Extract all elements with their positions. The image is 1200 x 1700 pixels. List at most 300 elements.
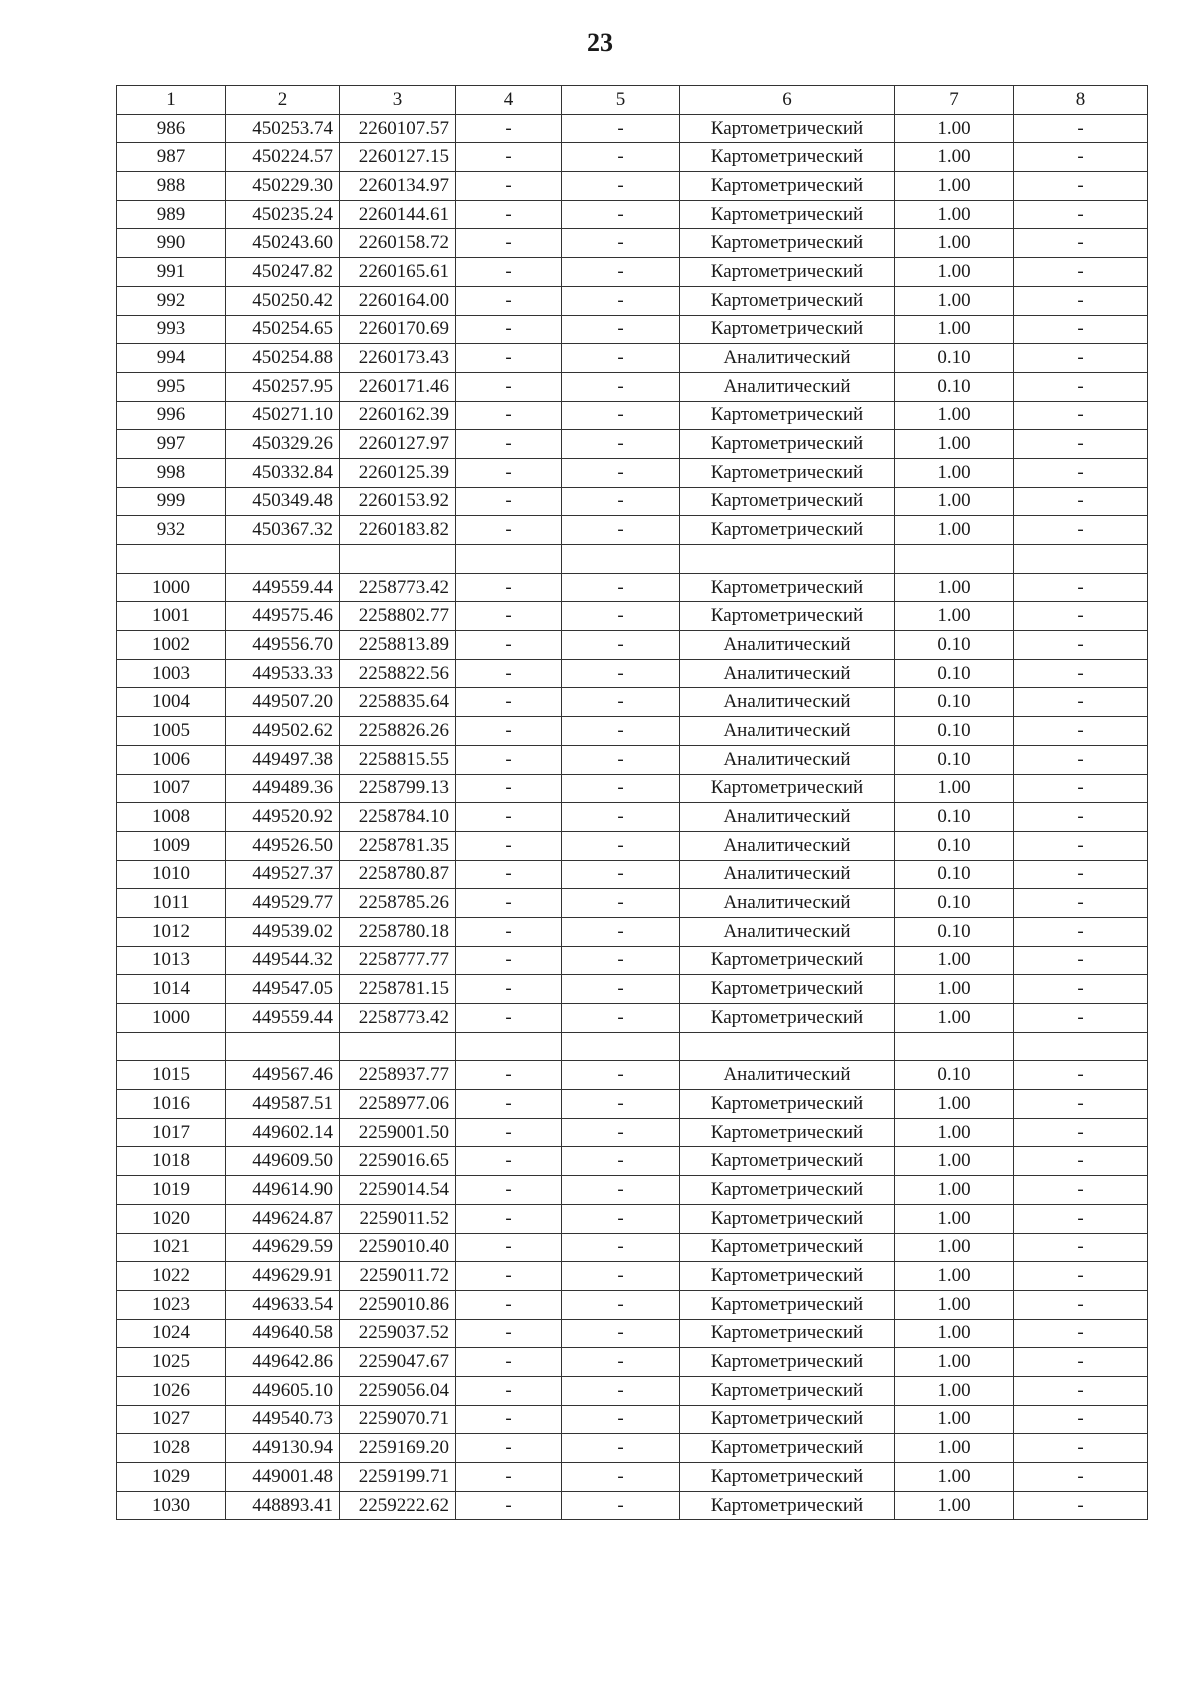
table-cell: Аналитический	[680, 917, 895, 946]
table-row	[117, 717, 1148, 746]
table-cell	[680, 545, 895, 574]
table-cell: -	[562, 401, 680, 430]
table-cell: -	[562, 1290, 680, 1319]
table-cell: -	[1014, 1262, 1148, 1291]
table-cell: -	[1014, 286, 1148, 315]
table-cell: -	[1014, 631, 1148, 660]
table-cell: 449605.10	[226, 1376, 340, 1405]
table-cell: 2258799.13	[340, 774, 456, 803]
table-row	[117, 172, 1148, 201]
table-cell: 2259169.20	[340, 1434, 456, 1463]
table-cell: -	[562, 516, 680, 545]
table-cell: 1.00	[895, 946, 1014, 975]
table-cell: -	[562, 315, 680, 344]
table-cell: -	[1014, 1147, 1148, 1176]
table-cell: -	[562, 602, 680, 631]
table-cell: -	[456, 516, 562, 545]
table-cell: Картометрический	[680, 1348, 895, 1377]
header-cell: 3	[340, 86, 456, 115]
table-cell: 449640.58	[226, 1319, 340, 1348]
table-row	[117, 401, 1148, 430]
header-cell: 8	[1014, 86, 1148, 115]
table-cell: -	[456, 1061, 562, 1090]
table-cell: -	[562, 946, 680, 975]
table-cell: -	[562, 1348, 680, 1377]
table-cell: Картометрический	[680, 774, 895, 803]
table-cell: 1025	[117, 1348, 226, 1377]
table-cell: 1.00	[895, 1147, 1014, 1176]
table-cell: -	[562, 803, 680, 832]
table-cell: -	[562, 430, 680, 459]
table-row	[117, 1090, 1148, 1119]
table-cell: Картометрический	[680, 458, 895, 487]
table-cell: 1024	[117, 1319, 226, 1348]
table-cell: 1.00	[895, 1491, 1014, 1520]
table-cell: -	[456, 573, 562, 602]
table-row	[117, 1434, 1148, 1463]
table-header	[117, 86, 1148, 115]
table-cell: -	[456, 172, 562, 201]
table-cell: -	[1014, 372, 1148, 401]
table-cell: -	[456, 1233, 562, 1262]
table-cell: Картометрический	[680, 229, 895, 258]
table-row	[117, 344, 1148, 373]
table-cell: Аналитический	[680, 344, 895, 373]
table-cell: Аналитический	[680, 860, 895, 889]
table-cell: 989	[117, 200, 226, 229]
table-cell: 1.00	[895, 1204, 1014, 1233]
table-cell: 1000	[117, 1004, 226, 1033]
table-cell: -	[1014, 516, 1148, 545]
table-cell: -	[456, 717, 562, 746]
table-cell: -	[562, 1204, 680, 1233]
table-cell: 1.00	[895, 286, 1014, 315]
table-cell: 2258822.56	[340, 659, 456, 688]
table-cell: 450229.30	[226, 172, 340, 201]
table-cell: 1.00	[895, 487, 1014, 516]
table-cell: 988	[117, 172, 226, 201]
table-cell: -	[562, 774, 680, 803]
table-cell: 2259199.71	[340, 1463, 456, 1492]
table-cell: 2258780.87	[340, 860, 456, 889]
table-row	[117, 372, 1148, 401]
table-cell: 0.10	[895, 745, 1014, 774]
table-cell: 449629.91	[226, 1262, 340, 1291]
table-cell: 1.00	[895, 1262, 1014, 1291]
table-cell: -	[1014, 688, 1148, 717]
table-cell: 2260107.57	[340, 114, 456, 143]
table-cell: 2259014.54	[340, 1176, 456, 1205]
table-cell: 1.00	[895, 1090, 1014, 1119]
table-cell: Аналитический	[680, 889, 895, 918]
table-cell: 997	[117, 430, 226, 459]
table-cell: Картометрический	[680, 401, 895, 430]
table-cell: -	[562, 917, 680, 946]
table-cell: -	[1014, 344, 1148, 373]
table-cell: 449575.46	[226, 602, 340, 631]
table-cell: 2259010.40	[340, 1233, 456, 1262]
table-cell: 2258977.06	[340, 1090, 456, 1119]
table-cell: 1.00	[895, 1434, 1014, 1463]
table-cell: 990	[117, 229, 226, 258]
table-cell: -	[562, 659, 680, 688]
table-cell: 0.10	[895, 803, 1014, 832]
table-cell: 2258813.89	[340, 631, 456, 660]
table-cell: -	[456, 1405, 562, 1434]
table-cell: 2260144.61	[340, 200, 456, 229]
table-cell: 449544.32	[226, 946, 340, 975]
table-cell: 0.10	[895, 889, 1014, 918]
table-cell: -	[562, 372, 680, 401]
table-cell: 449497.38	[226, 745, 340, 774]
table-row	[117, 1262, 1148, 1291]
table-cell: -	[456, 258, 562, 287]
table-cell: -	[562, 1491, 680, 1520]
table-cell: -	[456, 344, 562, 373]
table-cell: 450332.84	[226, 458, 340, 487]
table-cell: 1.00	[895, 401, 1014, 430]
table-cell: 1022	[117, 1262, 226, 1291]
table-cell: 1003	[117, 659, 226, 688]
table-cell	[226, 1032, 340, 1061]
table-cell: 1.00	[895, 458, 1014, 487]
table-cell: Картометрический	[680, 200, 895, 229]
table-row	[117, 1118, 1148, 1147]
table-cell: -	[562, 1176, 680, 1205]
table-cell	[1014, 545, 1148, 574]
table-cell: 449609.50	[226, 1147, 340, 1176]
table-cell: 2260125.39	[340, 458, 456, 487]
table-cell: -	[562, 1061, 680, 1090]
table-cell: 1002	[117, 631, 226, 660]
table-cell: Картометрический	[680, 1262, 895, 1291]
table-row	[117, 430, 1148, 459]
table-cell: 2259011.52	[340, 1204, 456, 1233]
table-cell: -	[456, 458, 562, 487]
table-row	[117, 1348, 1148, 1377]
table-cell: -	[1014, 803, 1148, 832]
table-cell: -	[456, 1290, 562, 1319]
table-row	[117, 889, 1148, 918]
table-cell: 1.00	[895, 143, 1014, 172]
table-cell: 992	[117, 286, 226, 315]
table-cell: 450254.65	[226, 315, 340, 344]
table-row	[117, 946, 1148, 975]
table-cell: 2258773.42	[340, 573, 456, 602]
table-cell: -	[562, 1434, 680, 1463]
table-cell: 999	[117, 487, 226, 516]
table-cell: 450257.95	[226, 372, 340, 401]
table-cell: -	[456, 1147, 562, 1176]
table-cell: -	[562, 1233, 680, 1262]
table-cell: Картометрический	[680, 430, 895, 459]
table-cell	[1014, 1032, 1148, 1061]
table-cell: -	[1014, 401, 1148, 430]
table-cell: 449502.62	[226, 717, 340, 746]
table-cell: -	[456, 1004, 562, 1033]
table-cell: Картометрический	[680, 258, 895, 287]
table-cell: -	[1014, 315, 1148, 344]
table-cell: 2260158.72	[340, 229, 456, 258]
table-cell: -	[562, 831, 680, 860]
table-cell: 2260162.39	[340, 401, 456, 430]
table-cell: 1020	[117, 1204, 226, 1233]
table-cell: 1.00	[895, 315, 1014, 344]
table-cell: 0.10	[895, 717, 1014, 746]
table-cell: 448893.41	[226, 1491, 340, 1520]
table-cell: 2258781.35	[340, 831, 456, 860]
table-cell: 1018	[117, 1147, 226, 1176]
table-cell: -	[562, 172, 680, 201]
table-cell: 2258780.18	[340, 917, 456, 946]
table-cell: 1.00	[895, 573, 1014, 602]
table-cell: 2260171.46	[340, 372, 456, 401]
table-cell: Картометрический	[680, 516, 895, 545]
table-cell: -	[456, 659, 562, 688]
table-cell: 449629.59	[226, 1233, 340, 1262]
table-cell: -	[1014, 946, 1148, 975]
table-cell: 1.00	[895, 1405, 1014, 1434]
table-cell	[117, 1032, 226, 1061]
table-cell: 449001.48	[226, 1463, 340, 1492]
table-cell: Картометрический	[680, 1463, 895, 1492]
table-cell: 1028	[117, 1434, 226, 1463]
table-cell: 2260170.69	[340, 315, 456, 344]
table-cell: Аналитический	[680, 831, 895, 860]
table-cell: -	[1014, 1376, 1148, 1405]
table-body	[117, 114, 1148, 1520]
table-cell: 2259056.04	[340, 1376, 456, 1405]
table-cell: 449507.20	[226, 688, 340, 717]
table-row	[117, 1290, 1148, 1319]
table-cell: -	[1014, 1061, 1148, 1090]
table-cell: -	[1014, 143, 1148, 172]
table-cell	[226, 545, 340, 574]
table-cell: Картометрический	[680, 1491, 895, 1520]
table-row	[117, 831, 1148, 860]
table-cell: Картометрический	[680, 602, 895, 631]
table-cell: 2260127.97	[340, 430, 456, 459]
table-cell: -	[562, 458, 680, 487]
table-cell: -	[1014, 1090, 1148, 1119]
table-row	[117, 1376, 1148, 1405]
table-cell: 2259222.62	[340, 1491, 456, 1520]
table-cell: 1.00	[895, 1319, 1014, 1348]
table-cell: -	[456, 631, 562, 660]
table-cell: 2259016.65	[340, 1147, 456, 1176]
table-cell: 449587.51	[226, 1090, 340, 1119]
table-cell: -	[562, 860, 680, 889]
table-row	[117, 1463, 1148, 1492]
table-cell: 1030	[117, 1491, 226, 1520]
table-cell: 1014	[117, 975, 226, 1004]
table-cell: Аналитический	[680, 717, 895, 746]
header-cell: 4	[456, 86, 562, 115]
table-cell: Аналитический	[680, 631, 895, 660]
table-cell: 1.00	[895, 975, 1014, 1004]
table-cell: 1.00	[895, 1376, 1014, 1405]
table-cell: Картометрический	[680, 487, 895, 516]
table-cell: 1.00	[895, 172, 1014, 201]
table-cell: 449633.54	[226, 1290, 340, 1319]
table-cell: -	[562, 1463, 680, 1492]
table-cell: -	[456, 602, 562, 631]
table-cell: 998	[117, 458, 226, 487]
table-cell: -	[562, 344, 680, 373]
table-cell: -	[456, 975, 562, 1004]
table-cell: Картометрический	[680, 114, 895, 143]
table-cell	[456, 1032, 562, 1061]
table-cell: -	[1014, 1348, 1148, 1377]
table-cell: -	[456, 372, 562, 401]
table-cell: -	[456, 1176, 562, 1205]
table-cell: 450243.60	[226, 229, 340, 258]
table-cell: -	[1014, 831, 1148, 860]
table-row	[117, 1491, 1148, 1520]
table-cell: -	[1014, 1405, 1148, 1434]
table-cell: -	[1014, 1434, 1148, 1463]
table-cell: 1001	[117, 602, 226, 631]
table-cell: 0.10	[895, 659, 1014, 688]
table-cell: 449533.33	[226, 659, 340, 688]
table-cell: -	[456, 1348, 562, 1377]
table-cell: Аналитический	[680, 1061, 895, 1090]
table-cell: -	[456, 917, 562, 946]
table-cell: Картометрический	[680, 1290, 895, 1319]
table-cell: 450271.10	[226, 401, 340, 430]
table-cell: 449567.46	[226, 1061, 340, 1090]
table-cell: Картометрический	[680, 946, 895, 975]
table-row	[117, 487, 1148, 516]
table-cell: -	[1014, 258, 1148, 287]
table-cell: Аналитический	[680, 803, 895, 832]
table-cell: -	[456, 860, 562, 889]
table-cell: -	[1014, 1290, 1148, 1319]
table-cell: Картометрический	[680, 573, 895, 602]
table-cell: -	[562, 286, 680, 315]
table-cell: 1013	[117, 946, 226, 975]
table-cell	[562, 1032, 680, 1061]
table-cell: 995	[117, 372, 226, 401]
table-cell: -	[456, 1319, 562, 1348]
table-cell: Картометрический	[680, 1090, 895, 1119]
table-cell: 449489.36	[226, 774, 340, 803]
table-cell: 1.00	[895, 1233, 1014, 1262]
table-cell: 2260165.61	[340, 258, 456, 287]
table-cell: -	[1014, 1118, 1148, 1147]
table-cell: 0.10	[895, 831, 1014, 860]
table-cell: Картометрический	[680, 1405, 895, 1434]
table-cell: -	[456, 1491, 562, 1520]
table-cell: 2259037.52	[340, 1319, 456, 1348]
table-cell: Картометрический	[680, 1147, 895, 1176]
table-cell: 2258937.77	[340, 1061, 456, 1090]
table-cell: -	[456, 889, 562, 918]
table-cell: -	[1014, 889, 1148, 918]
table-cell: 1021	[117, 1233, 226, 1262]
table-cell: 2259047.67	[340, 1348, 456, 1377]
table-cell: 2260134.97	[340, 172, 456, 201]
table-cell: Аналитический	[680, 659, 895, 688]
table-cell: 449539.02	[226, 917, 340, 946]
table-cell: Картометрический	[680, 975, 895, 1004]
table-row	[117, 975, 1148, 1004]
table-cell: 1027	[117, 1405, 226, 1434]
table-row	[117, 114, 1148, 143]
table-row	[117, 659, 1148, 688]
table-row	[117, 631, 1148, 660]
table-cell: Аналитический	[680, 745, 895, 774]
table-row	[117, 1004, 1148, 1033]
table-cell: 987	[117, 143, 226, 172]
table-cell: -	[456, 1262, 562, 1291]
table-row	[117, 688, 1148, 717]
table-cell: -	[562, 143, 680, 172]
table-cell: -	[456, 1463, 562, 1492]
table-cell: 449624.87	[226, 1204, 340, 1233]
table-row	[117, 229, 1148, 258]
table-cell: 1029	[117, 1463, 226, 1492]
table-cell: 2260183.82	[340, 516, 456, 545]
table-cell: 2258785.26	[340, 889, 456, 918]
table-cell: 1011	[117, 889, 226, 918]
table-cell: -	[562, 258, 680, 287]
table-cell: -	[456, 401, 562, 430]
table-cell: 2258826.26	[340, 717, 456, 746]
table-cell: -	[562, 1405, 680, 1434]
table-cell: 1006	[117, 745, 226, 774]
table-cell: 1005	[117, 717, 226, 746]
table-cell: -	[456, 1118, 562, 1147]
table-cell: -	[456, 831, 562, 860]
table-cell: Картометрический	[680, 143, 895, 172]
table-cell: 2259001.50	[340, 1118, 456, 1147]
table-cell	[340, 545, 456, 574]
header-cell: 2	[226, 86, 340, 115]
table-cell: -	[1014, 1319, 1148, 1348]
table-cell	[456, 545, 562, 574]
table-cell: -	[456, 745, 562, 774]
header-cell: 1	[117, 86, 226, 115]
table-row	[117, 1061, 1148, 1090]
header-cell: 5	[562, 86, 680, 115]
table-cell: -	[1014, 200, 1148, 229]
table-cell: 0.10	[895, 688, 1014, 717]
table-row	[117, 143, 1148, 172]
table-cell: -	[456, 774, 562, 803]
table-cell: -	[456, 143, 562, 172]
table-cell: 449547.05	[226, 975, 340, 1004]
table-cell: 1017	[117, 1118, 226, 1147]
table-row	[117, 1405, 1148, 1434]
table-cell: -	[562, 631, 680, 660]
table-row	[117, 1319, 1148, 1348]
table-cell: 1016	[117, 1090, 226, 1119]
table-row	[117, 315, 1148, 344]
table-cell: -	[562, 487, 680, 516]
table-row	[117, 917, 1148, 946]
table-cell: -	[1014, 774, 1148, 803]
table-cell: Картометрический	[680, 1319, 895, 1348]
table-cell: 450367.32	[226, 516, 340, 545]
table-cell	[895, 545, 1014, 574]
table-cell: 449540.73	[226, 1405, 340, 1434]
table-cell	[562, 545, 680, 574]
table-cell: 996	[117, 401, 226, 430]
table-cell: -	[562, 717, 680, 746]
table-cell: 2260127.15	[340, 143, 456, 172]
table-cell: 2258773.42	[340, 1004, 456, 1033]
